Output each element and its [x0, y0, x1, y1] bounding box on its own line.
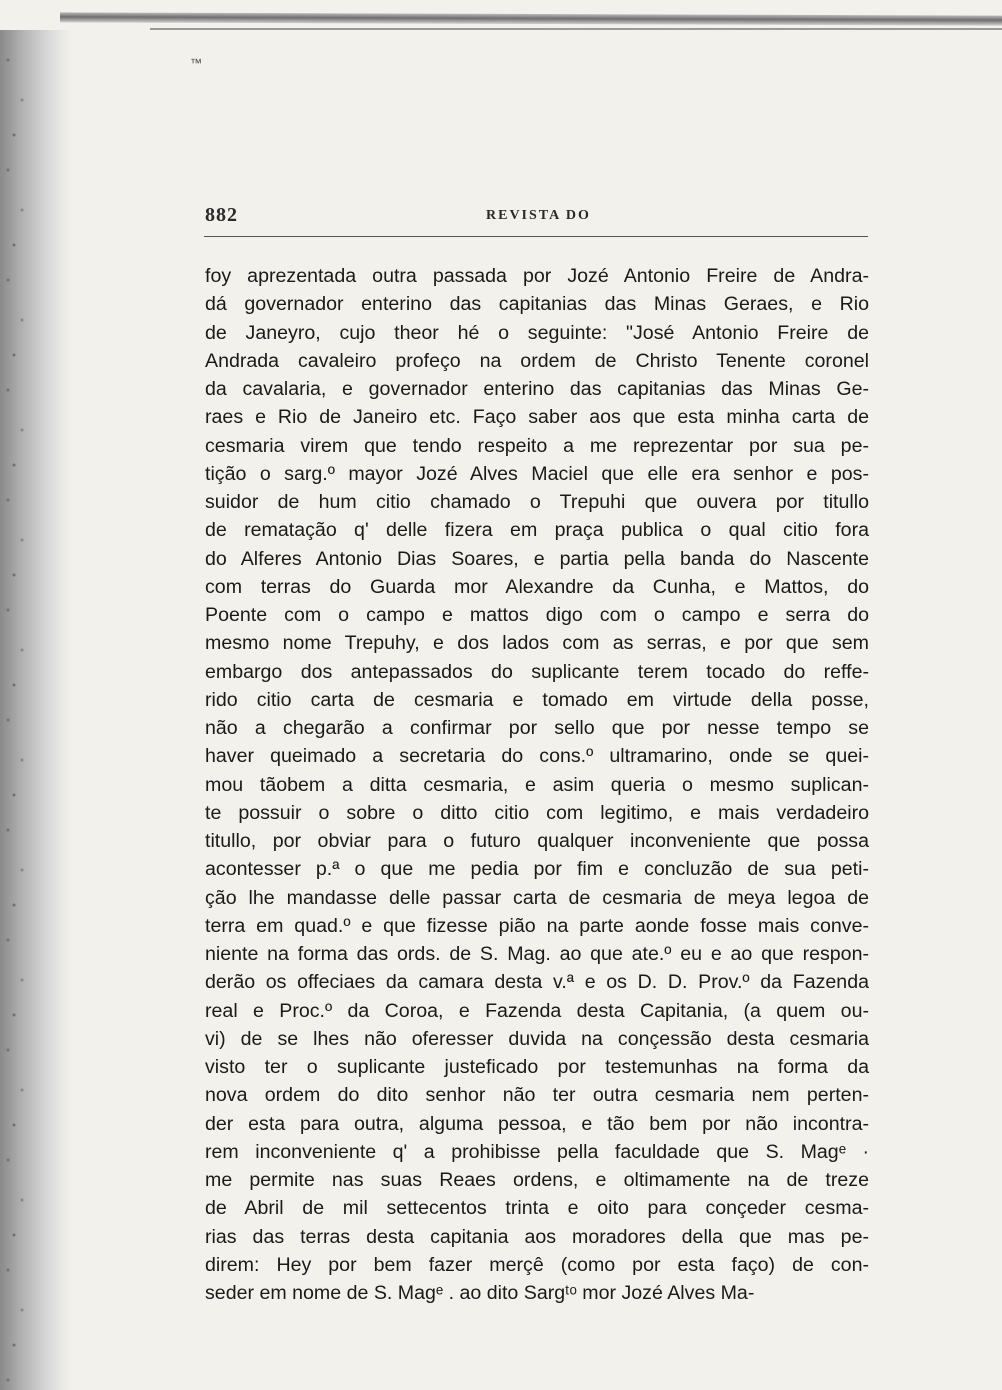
text-line: vi) de se lhes não oferesser duvida na conçessão desta cesmaria — [205, 1027, 869, 1050]
text-line: me permite nas suas Reaes ordens, e oltimamente na de treze — [205, 1169, 869, 1191]
text-line: te possuir o sobre o ditto citio com legitimo, e mais verdadeiro — [205, 801, 869, 824]
corner-mark: ™ — [190, 56, 202, 70]
text-line: rido citio carta de cesmaria e tomado em virtude della posse, — [205, 688, 869, 711]
text-line: não a chegarão a confirmar por sello que por nesse tempo se — [205, 717, 869, 739]
text-line: terra em quad.º e que fizesse pião na parte aonde fosse mais conve- — [205, 914, 869, 937]
text-line: titullo, por obviar para o futuro qualquer inconveniente que possa — [205, 830, 869, 852]
text-line: cesmaria virem que tendo respeito a me reprezentar por sua pe- — [205, 434, 869, 457]
text-line: derão os offeciaes da camara desta v.ª e os D. D. Prov.º da Fazenda — [205, 971, 869, 994]
text-line: da cavalaria, e governador enterino das capitanias das Minas Ge- — [205, 378, 869, 400]
page-number: 882 — [205, 204, 238, 226]
text-line: nova ordem do dito senhor não ter outra cesmaria nem perten- — [205, 1084, 869, 1107]
text-line: rias das terras desta capitania aos moradores della que mas pe- — [205, 1225, 869, 1248]
text-line: suidor de hum citio chamado o Trepuhi que ouvera por titullo — [205, 491, 869, 513]
text-line: Poente com o campo e mattos digo com o campo e serra do — [205, 604, 869, 626]
text-line: rem inconveniente q' a prohibisse pella faculdade que S. Magᵉ · — [205, 1140, 869, 1163]
text-line: visto ter o suplicante justeficado por testemunhas na forma da — [205, 1056, 869, 1078]
text-line: direm: Hey por bem fazer merçê (como por esta faço) de con- — [205, 1253, 869, 1276]
text-line: acontesser p.ª o que me pedia por fim e concluzão de sua peti- — [205, 858, 869, 881]
text-line: do Alferes Antonio Dias Soares, e partia pella banda do Nascente — [205, 547, 869, 570]
binding-speckle — [0, 40, 40, 1390]
text-line: tição o sarg.º mayor Jozé Alves Maciel que elle era senhor e pos- — [205, 462, 869, 485]
text-line: haver queimado a secretaria do cons.º ultramarino, onde se quei- — [205, 745, 869, 768]
text-line: raes e Rio de Janeiro etc. Faço saber aos que esta minha carta de — [205, 406, 869, 429]
text-line: mou tãobem a ditta cesmaria, e asim queria o mesmo suplican- — [205, 773, 869, 796]
body-text — [205, 262, 869, 1307]
header-rule — [204, 236, 868, 237]
text-line: foy aprezentada outra passada por Jozé Antonio Freire de Andra- — [205, 265, 869, 287]
text-line: embargo dos antepassados do suplicante terem tocado do reffe- — [205, 660, 869, 683]
text-line: de Abril de mil settecentos trinta e oito para conçeder cesma- — [205, 1197, 869, 1220]
text-line: de Janeyro, cujo theor hé o seguinte: "José Antonio Freire de — [205, 321, 869, 344]
text-line: com terras do Guarda mor Alexandre da Cunha, e Mattos, do — [205, 575, 869, 598]
text-line: dá governador enterino das capitanias das Minas Geraes, e Rio — [205, 293, 869, 316]
text-line: Andrada cavaleiro profeço na ordem de Christo Tenente coronel — [205, 349, 869, 372]
text-line: real e Proc.º da Coroa, e Fazenda desta Capitania, (a quem ou- — [205, 999, 869, 1022]
text-line: niente na forma das ords. de S. Mag. ao que ate.º eu e ao que respon- — [205, 943, 869, 965]
page-top-rule — [150, 28, 1002, 30]
text-line: der esta para outra, alguma pessoa, e tão bem por não incontra- — [205, 1112, 869, 1135]
running-head: REVISTA DO — [486, 208, 591, 223]
text-line: de rematação q' delle fizera em praça publica o qual citio fora — [205, 519, 869, 542]
page-top-edge — [60, 12, 1002, 25]
text-line: mesmo nome Trepuhy, e dos lados com as serras, e por que sem — [205, 632, 869, 655]
text-line: seder em nome de S. Magᵉ . ao dito Sargᵗᵒ mor Jozé Alves Ma- — [205, 1282, 755, 1304]
text-line: ção lhe mandasse delle passar carta de cesmaria de meya legoa de — [205, 886, 869, 909]
